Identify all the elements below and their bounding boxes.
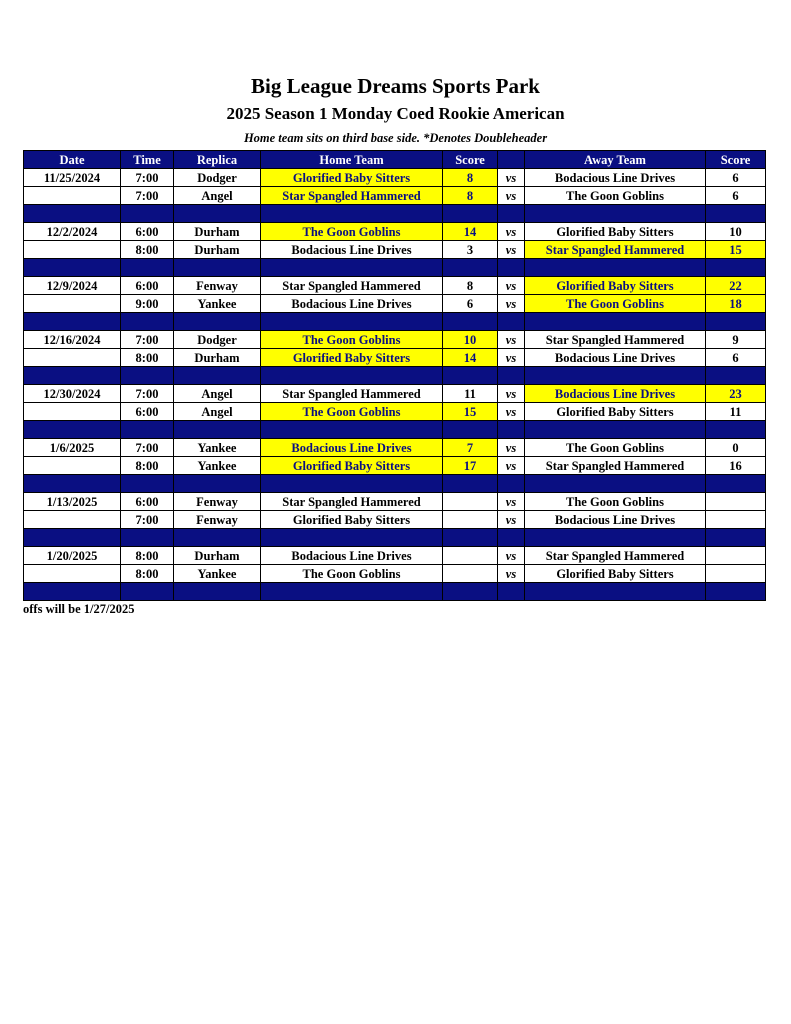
header-home-score: Score bbox=[443, 151, 498, 169]
game-replica-field: Fenway bbox=[174, 511, 261, 529]
schedule-table bbox=[23, 150, 766, 601]
separator-cell bbox=[174, 205, 261, 223]
away-score: 6 bbox=[706, 349, 766, 367]
vs-label: vs bbox=[498, 493, 525, 511]
page-subtitle: 2025 Season 1 Monday Coed Rookie American bbox=[226, 104, 565, 123]
separator-cell bbox=[174, 475, 261, 493]
away-score: 6 bbox=[706, 169, 766, 187]
away-score: 9 bbox=[706, 331, 766, 349]
week-separator-row bbox=[24, 583, 766, 601]
vs-label: vs bbox=[498, 241, 525, 259]
home-team: Glorified Baby Sitters bbox=[261, 349, 443, 367]
game-time: 8:00 bbox=[121, 349, 174, 367]
vs-label: vs bbox=[498, 277, 525, 295]
separator-cell bbox=[706, 421, 766, 439]
home-score: 11 bbox=[443, 385, 498, 403]
game-time: 7:00 bbox=[121, 169, 174, 187]
separator-cell bbox=[174, 259, 261, 277]
separator-cell bbox=[498, 529, 525, 547]
game-replica-field: Angel bbox=[174, 385, 261, 403]
game-row bbox=[24, 169, 766, 187]
away-score: 6 bbox=[706, 187, 766, 205]
separator-cell bbox=[121, 475, 174, 493]
game-replica-field: Dodger bbox=[174, 169, 261, 187]
game-row bbox=[24, 565, 766, 583]
game-row bbox=[24, 439, 766, 457]
separator-cell bbox=[443, 367, 498, 385]
week-separator-row bbox=[24, 421, 766, 439]
separator-cell bbox=[121, 583, 174, 601]
game-replica-field: Angel bbox=[174, 403, 261, 421]
table-header-row bbox=[24, 151, 766, 169]
vs-label: vs bbox=[498, 457, 525, 475]
header-replica: Replica bbox=[174, 151, 261, 169]
game-replica-field: Yankee bbox=[174, 295, 261, 313]
header-away-score: Score bbox=[706, 151, 766, 169]
separator-cell bbox=[525, 367, 706, 385]
away-score bbox=[706, 493, 766, 511]
game-date: 12/16/2024 bbox=[24, 331, 121, 349]
game-replica-field: Dodger bbox=[174, 331, 261, 349]
away-score bbox=[706, 565, 766, 583]
game-date bbox=[24, 511, 121, 529]
away-team: Star Spangled Hammered bbox=[525, 547, 706, 565]
home-score: 10 bbox=[443, 331, 498, 349]
away-score: 11 bbox=[706, 403, 766, 421]
separator-cell bbox=[121, 367, 174, 385]
game-date bbox=[24, 457, 121, 475]
separator-cell bbox=[261, 313, 443, 331]
game-date bbox=[24, 403, 121, 421]
separator-cell bbox=[24, 313, 121, 331]
game-row bbox=[24, 241, 766, 259]
separator-cell bbox=[443, 259, 498, 277]
game-row bbox=[24, 331, 766, 349]
game-time: 9:00 bbox=[121, 295, 174, 313]
home-team: Star Spangled Hammered bbox=[261, 493, 443, 511]
header-away-team: Away Team bbox=[525, 151, 706, 169]
separator-cell bbox=[706, 529, 766, 547]
separator-cell bbox=[24, 475, 121, 493]
separator-cell bbox=[706, 205, 766, 223]
game-replica-field: Fenway bbox=[174, 277, 261, 295]
vs-label: vs bbox=[498, 349, 525, 367]
vs-label: vs bbox=[498, 403, 525, 421]
game-row bbox=[24, 511, 766, 529]
game-date: 1/20/2025 bbox=[24, 547, 121, 565]
game-replica-field: Durham bbox=[174, 349, 261, 367]
separator-cell bbox=[706, 313, 766, 331]
week-separator-row bbox=[24, 259, 766, 277]
away-team: Star Spangled Hammered bbox=[525, 331, 706, 349]
home-score bbox=[443, 511, 498, 529]
game-row bbox=[24, 457, 766, 475]
separator-cell bbox=[525, 259, 706, 277]
game-row bbox=[24, 295, 766, 313]
away-score: 10 bbox=[706, 223, 766, 241]
away-team: The Goon Goblins bbox=[525, 493, 706, 511]
away-team: Glorified Baby Sitters bbox=[525, 565, 706, 583]
separator-cell bbox=[525, 529, 706, 547]
separator-cell bbox=[706, 583, 766, 601]
home-team: Star Spangled Hammered bbox=[261, 385, 443, 403]
separator-cell bbox=[525, 205, 706, 223]
vs-label: vs bbox=[498, 331, 525, 349]
playoffs-note: offs will be 1/27/2025 bbox=[23, 602, 135, 616]
game-time: 7:00 bbox=[121, 187, 174, 205]
separator-cell bbox=[443, 205, 498, 223]
separator-cell bbox=[24, 421, 121, 439]
separator-cell bbox=[525, 475, 706, 493]
game-row bbox=[24, 223, 766, 241]
away-team: The Goon Goblins bbox=[525, 439, 706, 457]
away-score: 16 bbox=[706, 457, 766, 475]
game-row bbox=[24, 493, 766, 511]
separator-cell bbox=[498, 367, 525, 385]
away-score: 15 bbox=[706, 241, 766, 259]
separator-cell bbox=[121, 259, 174, 277]
separator-cell bbox=[261, 259, 443, 277]
home-score: 14 bbox=[443, 349, 498, 367]
game-date bbox=[24, 295, 121, 313]
game-row bbox=[24, 403, 766, 421]
separator-cell bbox=[261, 367, 443, 385]
game-time: 8:00 bbox=[121, 565, 174, 583]
header-date: Date bbox=[24, 151, 121, 169]
separator-cell bbox=[261, 421, 443, 439]
separator-cell bbox=[121, 529, 174, 547]
separator-cell bbox=[24, 259, 121, 277]
separator-cell bbox=[498, 259, 525, 277]
separator-cell bbox=[706, 475, 766, 493]
vs-label: vs bbox=[498, 565, 525, 583]
game-date: 11/25/2024 bbox=[24, 169, 121, 187]
away-score bbox=[706, 547, 766, 565]
separator-cell bbox=[261, 529, 443, 547]
home-team: Bodacious Line Drives bbox=[261, 439, 443, 457]
home-score bbox=[443, 547, 498, 565]
home-score bbox=[443, 565, 498, 583]
away-team: The Goon Goblins bbox=[525, 295, 706, 313]
away-score: 0 bbox=[706, 439, 766, 457]
home-team: The Goon Goblins bbox=[261, 403, 443, 421]
game-replica-field: Durham bbox=[174, 223, 261, 241]
game-row bbox=[24, 547, 766, 565]
away-team: Bodacious Line Drives bbox=[525, 511, 706, 529]
away-score: 22 bbox=[706, 277, 766, 295]
game-date bbox=[24, 241, 121, 259]
separator-cell bbox=[498, 421, 525, 439]
game-replica-field: Durham bbox=[174, 547, 261, 565]
vs-label: vs bbox=[498, 547, 525, 565]
home-team: Glorified Baby Sitters bbox=[261, 169, 443, 187]
home-team: Star Spangled Hammered bbox=[261, 277, 443, 295]
game-date bbox=[24, 349, 121, 367]
game-date bbox=[24, 187, 121, 205]
separator-cell bbox=[261, 583, 443, 601]
game-time: 6:00 bbox=[121, 493, 174, 511]
week-separator-row bbox=[24, 475, 766, 493]
home-score: 8 bbox=[443, 187, 498, 205]
separator-cell bbox=[443, 529, 498, 547]
game-time: 8:00 bbox=[121, 457, 174, 475]
home-team: The Goon Goblins bbox=[261, 223, 443, 241]
game-time: 8:00 bbox=[121, 241, 174, 259]
header-vs bbox=[498, 151, 525, 169]
game-time: 6:00 bbox=[121, 403, 174, 421]
separator-cell bbox=[443, 421, 498, 439]
separator-cell bbox=[261, 475, 443, 493]
game-time: 8:00 bbox=[121, 547, 174, 565]
home-score: 8 bbox=[443, 169, 498, 187]
away-team: Bodacious Line Drives bbox=[525, 169, 706, 187]
separator-cell bbox=[24, 583, 121, 601]
header-time: Time bbox=[121, 151, 174, 169]
separator-cell bbox=[498, 475, 525, 493]
week-separator-row bbox=[24, 205, 766, 223]
vs-label: vs bbox=[498, 385, 525, 403]
home-team: Glorified Baby Sitters bbox=[261, 457, 443, 475]
home-team: Bodacious Line Drives bbox=[261, 547, 443, 565]
separator-cell bbox=[443, 313, 498, 331]
home-score: 6 bbox=[443, 295, 498, 313]
schedule-note: Home team sits on third base side. *Denotes Doubleheader bbox=[243, 131, 548, 145]
away-team: Glorified Baby Sitters bbox=[525, 223, 706, 241]
game-replica-field: Yankee bbox=[174, 565, 261, 583]
home-team: The Goon Goblins bbox=[261, 565, 443, 583]
vs-label: vs bbox=[498, 295, 525, 313]
separator-cell bbox=[525, 313, 706, 331]
schedule-body bbox=[24, 169, 766, 601]
game-row bbox=[24, 187, 766, 205]
away-team: The Goon Goblins bbox=[525, 187, 706, 205]
vs-label: vs bbox=[498, 439, 525, 457]
game-replica-field: Fenway bbox=[174, 493, 261, 511]
home-score: 7 bbox=[443, 439, 498, 457]
game-time: 6:00 bbox=[121, 277, 174, 295]
away-score bbox=[706, 511, 766, 529]
separator-cell bbox=[174, 583, 261, 601]
game-row bbox=[24, 385, 766, 403]
game-time: 7:00 bbox=[121, 385, 174, 403]
home-team: Bodacious Line Drives bbox=[261, 241, 443, 259]
game-replica-field: Angel bbox=[174, 187, 261, 205]
game-replica-field: Durham bbox=[174, 241, 261, 259]
separator-cell bbox=[24, 367, 121, 385]
separator-cell bbox=[121, 205, 174, 223]
vs-label: vs bbox=[498, 511, 525, 529]
game-time: 6:00 bbox=[121, 223, 174, 241]
home-team: Glorified Baby Sitters bbox=[261, 511, 443, 529]
game-date: 1/13/2025 bbox=[24, 493, 121, 511]
home-score: 15 bbox=[443, 403, 498, 421]
separator-cell bbox=[443, 475, 498, 493]
vs-label: vs bbox=[498, 169, 525, 187]
game-row bbox=[24, 277, 766, 295]
home-team: Star Spangled Hammered bbox=[261, 187, 443, 205]
separator-cell bbox=[261, 205, 443, 223]
game-date: 12/30/2024 bbox=[24, 385, 121, 403]
vs-label: vs bbox=[498, 187, 525, 205]
home-score: 3 bbox=[443, 241, 498, 259]
game-time: 7:00 bbox=[121, 331, 174, 349]
home-score: 14 bbox=[443, 223, 498, 241]
page-title: Big League Dreams Sports Park bbox=[251, 74, 540, 98]
away-team: Bodacious Line Drives bbox=[525, 385, 706, 403]
home-score bbox=[443, 493, 498, 511]
home-team: Bodacious Line Drives bbox=[261, 295, 443, 313]
separator-cell bbox=[706, 259, 766, 277]
week-separator-row bbox=[24, 529, 766, 547]
separator-cell bbox=[174, 313, 261, 331]
vs-label: vs bbox=[498, 223, 525, 241]
header-home-team: Home Team bbox=[261, 151, 443, 169]
separator-cell bbox=[24, 205, 121, 223]
home-score: 17 bbox=[443, 457, 498, 475]
separator-cell bbox=[525, 583, 706, 601]
home-team: The Goon Goblins bbox=[261, 331, 443, 349]
separator-cell bbox=[174, 421, 261, 439]
separator-cell bbox=[174, 529, 261, 547]
game-date: 12/2/2024 bbox=[24, 223, 121, 241]
game-replica-field: Yankee bbox=[174, 439, 261, 457]
game-row bbox=[24, 349, 766, 367]
week-separator-row bbox=[24, 313, 766, 331]
away-score: 18 bbox=[706, 295, 766, 313]
separator-cell bbox=[443, 583, 498, 601]
separator-cell bbox=[121, 313, 174, 331]
separator-cell bbox=[121, 421, 174, 439]
home-score: 8 bbox=[443, 277, 498, 295]
separator-cell bbox=[525, 421, 706, 439]
game-time: 7:00 bbox=[121, 511, 174, 529]
away-team: Bodacious Line Drives bbox=[525, 349, 706, 367]
game-date: 12/9/2024 bbox=[24, 277, 121, 295]
away-score: 23 bbox=[706, 385, 766, 403]
away-team: Glorified Baby Sitters bbox=[525, 277, 706, 295]
game-replica-field: Yankee bbox=[174, 457, 261, 475]
separator-cell bbox=[174, 367, 261, 385]
separator-cell bbox=[706, 367, 766, 385]
separator-cell bbox=[498, 583, 525, 601]
away-team: Star Spangled Hammered bbox=[525, 241, 706, 259]
week-separator-row bbox=[24, 367, 766, 385]
game-date bbox=[24, 565, 121, 583]
separator-cell bbox=[498, 313, 525, 331]
away-team: Star Spangled Hammered bbox=[525, 457, 706, 475]
away-team: Glorified Baby Sitters bbox=[525, 403, 706, 421]
separator-cell bbox=[24, 529, 121, 547]
separator-cell bbox=[498, 205, 525, 223]
game-time: 7:00 bbox=[121, 439, 174, 457]
game-date: 1/6/2025 bbox=[24, 439, 121, 457]
